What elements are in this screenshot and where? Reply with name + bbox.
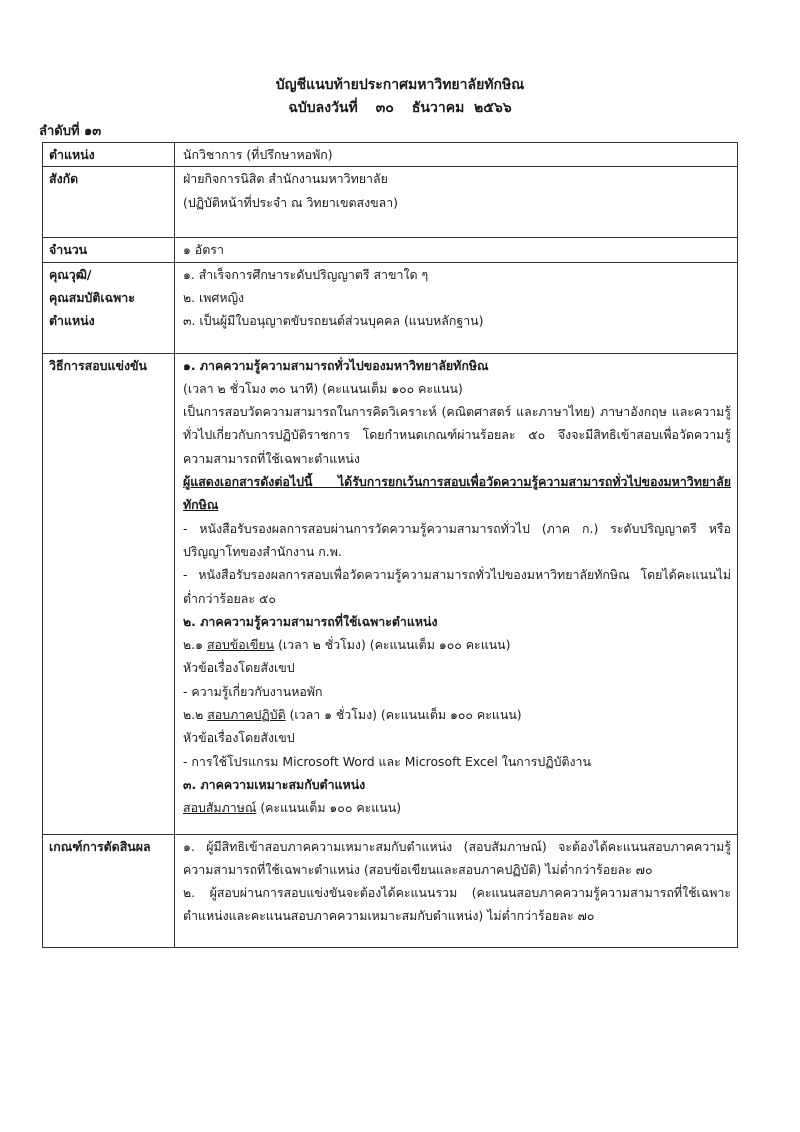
count-label: จำนวน	[43, 238, 175, 262]
part2-sub2-topic: - การใช้โปรแกรม Microsoft Word และ Microsoft Excel ในการปฏิบัติงาน	[183, 753, 591, 769]
part2-heading: ๒. ภาคความรู้ความสามารถที่ใช้เฉพาะตำแหน่ง	[183, 613, 438, 629]
exemption-item: - หนังสือรับรองผลการสอบผ่านการวัดความรู้ความสามารถทั่วไป (ภาค ก.) ระดับปริญญาตรี หรือปริญญาโทของสำนักงาน ก.พ.	[183, 520, 731, 559]
document-date-line	[0, 97, 800, 119]
part2-sub2-title: สอบภาคปฏิบัติ	[207, 707, 286, 723]
affiliation-value	[175, 167, 738, 238]
table-row-criteria	[43, 834, 738, 947]
part1-heading: ๑. ภาคความรู้ความสามารถทั่วไปของมหาวิทยาลัยทักษิณ	[183, 357, 489, 373]
part2-sub1	[183, 633, 731, 656]
table-row-affiliation	[43, 167, 738, 238]
qualifications-label-line: คุณสมบัติเฉพาะ	[49, 289, 135, 305]
position-value: นักวิชาการ (ที่ปรึกษาหอพัก)	[175, 143, 738, 167]
part3-interview	[183, 796, 731, 819]
part1-time-score: (เวลา ๒ ชั่วโมง ๓๐ นาที) (คะแนนเต็ม ๑๐๐ คะแนน)	[183, 380, 463, 396]
exam-method-value	[175, 353, 738, 834]
qualification-item: ๑. สำเร็จการศึกษาระดับปริญญาตรี สาขาใด ๆ	[183, 266, 429, 282]
part2-sub1-topic: - ความรู้เกี่ยวกับงานหอพัก	[183, 683, 323, 699]
part2-sub1-topics-heading: หัวข้อเรื่องโดยสังเขป	[183, 660, 295, 676]
position-spec-table	[42, 142, 738, 948]
table-row-exam-method	[43, 353, 738, 834]
date-prefix: ฉบับลงวันที่	[288, 100, 358, 116]
document-title: บัญชีแนบท้ายประกาศมหาวิทยาลัยทักษิณ	[275, 77, 525, 93]
part3-interview-detail: (คะแนนเต็ม ๑๐๐ คะแนน)	[260, 800, 402, 816]
exemption-heading: ผู้แสดงเอกสารดังต่อไปนี้ ได้รับการยกเว้นการสอบเพื่อวัดความรู้ความสามารถทั่วไปของมหาวิทยาลัยทักษิณ	[183, 474, 731, 513]
criteria-item: ๒. ผู้สอบผ่านการสอบแข่งขันจะต้องได้คะแนนรวม (คะแนนสอบภาคความรู้ความสามารถที่ใช้เฉพาะตำแหน่งและคะแนนสอบภาคความเหมาะสมกับตำแหน่ง) ไม่ต่ำกว่าร้อยละ ๗๐	[183, 885, 731, 924]
qualifications-value	[175, 262, 738, 353]
part2-sub1-number: ๒.๑	[183, 637, 203, 653]
qualification-item: ๒. เพศหญิง	[183, 289, 245, 305]
qualifications-label-line: ตำแหน่ง	[49, 313, 95, 329]
part1-description: เป็นการสอบวัดความสามารถในการคิดวิเคราะห์ (คณิตศาสตร์ และภาษาไทย) ภาษาอังกฤษ และความรู้ทั่วไปเกี่ยวกับการปฏิบัติราชการ โดยกำหนดเกณฑ์ผ่านร้อยละ ๕๐ จึงจะมีสิทธิเข้าสอบเพื่อวัดความรู้ความสามารถที่ใช้เฉพาะตำแหน่ง	[183, 404, 731, 466]
date-day: ๓๐	[375, 100, 394, 116]
table-row-count	[43, 238, 738, 262]
part2-sub1-title: สอบข้อเขียน	[206, 637, 275, 653]
sequence-number: ลำดับที่ ๑๓	[39, 124, 102, 139]
criteria-value	[175, 834, 738, 947]
qualifications-label-line: คุณวุฒิ/	[49, 266, 92, 282]
position-label: ตำแหน่ง	[43, 143, 175, 167]
part3-interview-title: สอบสัมภาษณ์	[183, 800, 257, 816]
part2-sub1-detail: (เวลา ๒ ชั่วโมง) (คะแนนเต็ม ๑๐๐ คะแนน)	[278, 637, 511, 653]
qualification-item: ๓. เป็นผู้มีใบอนุญาตขับรถยนต์ส่วนบุคคล (แนบหลักฐาน)	[183, 313, 484, 329]
exemption-item: - หนังสือรับรองผลการสอบเพื่อวัดความรู้ความสามารถทั่วไปของมหาวิทยาลัยทักษิณ โดยได้คะแนนไม่ต่ำกว่าร้อยละ ๕๐	[183, 567, 731, 606]
criteria-item: ๑. ผู้มีสิทธิเข้าสอบภาคความเหมาะสมกับตำแหน่ง (สอบสัมภาษณ์) จะต้องได้คะแนนสอบภาคความรู้ความสามารถที่ใช้เฉพาะตำแหน่ง (สอบข้อเขียนและสอบภาคปฏิบัติ) ไม่ต่ำกว่าร้อยละ ๗๐	[183, 838, 731, 877]
affiliation-label: สังกัด	[43, 167, 175, 238]
part2-sub2-number: ๒.๒	[183, 707, 204, 723]
exam-method-label: วิธีการสอบแข่งขัน	[43, 353, 175, 834]
qualifications-label	[43, 262, 175, 353]
table-row-position	[43, 143, 738, 167]
part2-sub2-topics-heading: หัวข้อเรื่องโดยสังเขป	[183, 730, 295, 746]
part2-sub2	[183, 703, 731, 726]
affiliation-line: ฝ่ายกิจการนิสิต สำนักงานมหาวิทยาลัย	[183, 171, 388, 187]
date-month: ธันวาคม	[411, 100, 465, 116]
table-row-qualifications	[43, 262, 738, 353]
count-value: ๑ อัตรา	[175, 238, 738, 262]
criteria-label: เกณฑ์การตัดสินผล	[43, 834, 175, 947]
part2-sub2-detail: (เวลา ๑ ชั่วโมง) (คะแนนเต็ม ๑๐๐ คะแนน)	[289, 707, 522, 723]
part3-heading: ๓. ภาคความเหมาะสมกับตำแหน่ง	[183, 776, 366, 792]
date-year: ๒๕๖๖	[474, 100, 512, 116]
affiliation-line: (ปฏิบัติหน้าที่ประจำ ณ วิทยาเขตสงขลา)	[183, 194, 399, 210]
